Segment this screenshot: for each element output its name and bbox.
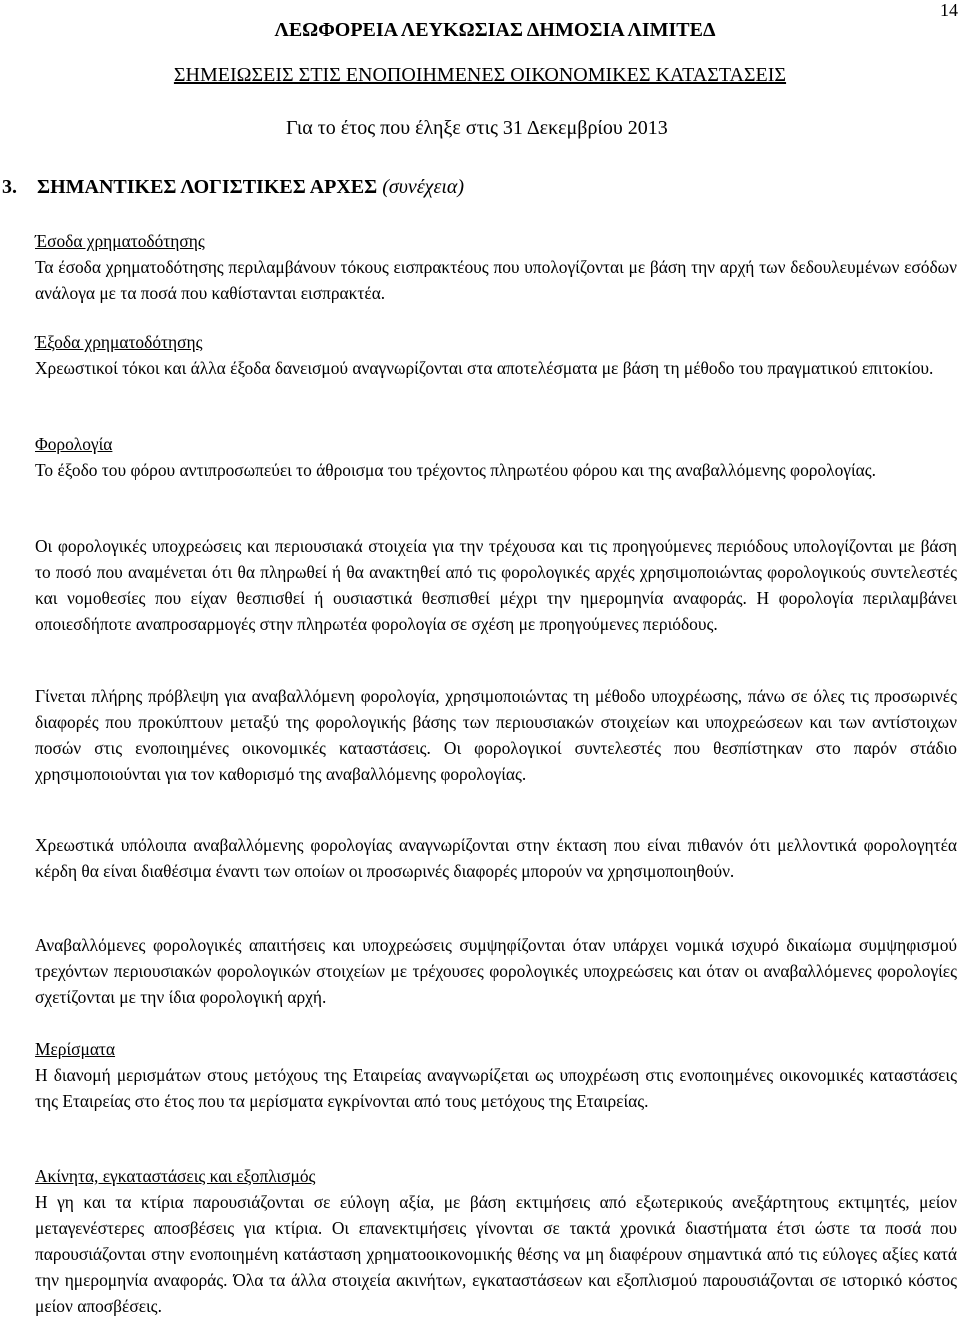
finance-income-heading: Έσοδα χρηματοδότησης [35,231,205,251]
page-number: 14 [940,0,958,20]
taxation-heading: Φορολογία [35,434,113,454]
document-header [0,18,960,140]
finance-costs-heading: Έξοδα χρηματοδότησης [35,332,203,352]
taxation-para-4: Χρεωστικά υπόλοιπα αναβαλλόμενης φορολογίας αναγνωρίζονται στην έκταση που είναι πιθανόν ότι μελλοντικά φορολογητέα κέρδη θα είναι διαθέσιμα έναντι των οποίων οι προσωρινές διαφορές μπορούν να χρησιμοποιηθούν. [35,835,957,881]
notes-title: ΣΗΜΕΙΩΣΕΙΣ ΣΤΙΣ ΕΝΟΠΟΙΗΜΕΝΕΣ ΟΙΚΟΝΟΜΙΚΕΣ ΚΑΤΑΣΤΑΣΕΙΣ [173,64,787,86]
ppe-block [35,1163,957,1319]
section-number: 3. [2,176,17,198]
finance-income-block [35,228,957,306]
finance-costs-text: Χρεωστικοί τόκοι και άλλα έξοδα δανεισμού αναγνωρίζονται στα αποτελέσματα με βάση τη μέθοδο του πραγματικού επιτοκίου. [35,358,934,378]
taxation-block [35,431,957,483]
finance-income-text: Τα έσοδα χρηματοδότησης περιλαμβάνουν τόκους εισπρακτέους που υπολογίζονται με βάση την αρχή των δεδουλευμένων εσόδων ανάλογα με τα ποσά που καθίστανται εισπρακτέα. [35,257,957,303]
taxation-para-3: Γίνεται πλήρης πρόβλεψη για αναβαλλόμενη φορολογία, χρησιμοποιώντας τη μέθοδο υποχρέωσης, πάνω σε όλες τις προσωρινές διαφορές που προκύπτουν μεταξύ της φορολογικής βάσης των περιουσιακών στοιχείων και υποχρεώσεων και των αντίστοιχων ποσών στις ενοποιημένες οικονομικές καταστάσεις. Οι φορολογικοί συντελεστές που θεσπίστηκαν στο παρόν στάδιο χρησιμοποιούνται για τον καθορισμό της αναβαλλόμενης φορολογίας. [35,686,957,784]
taxation-paragraph-4 [35,832,957,884]
ppe-text: Η γη και τα κτίρια παρουσιάζονται σε εύλογη αξία, με βάση εκτιμήσεις από εξωτερικούς ανεξάρτητους εκτιμητές, μείον μεταγενέστερες αποσβέσεις για κτίρια. Οι επανεκτιμήσεις γίνονται σε τακτά χρονικά διαστήματα έτσι ώστε τα ποσά που παρουσιάζονται στην ενοποιημένη κατάσταση χρηματοοικονομικής θέσης να μη διαφέρουν σημαντικά από τις εύλογες αξίες κατά την ημερομηνία αναφοράς. Όλα τα άλλα στοιχεία ακινήτων, εγκαταστάσεων και εξοπλισμού παρουσιάζονται σε ιστορικό κόστος μείον αποσβέσεις. [35,1192,957,1316]
taxation-text: Το έξοδο του φόρου αντιπροσωπεύει το άθροισμα του τρέχοντος πληρωτέου φόρου και της αναβαλλόμενης φορολογίας. [35,460,876,480]
taxation-para-2: Οι φορολογικές υποχρεώσεις και περιουσιακά στοιχεία για την τρέχουσα και τις προηγούμενες περιόδους υπολογίζονται με βάση το ποσό που αναμένεται ότι θα πληρωθεί ή θα ανακτηθεί από τις φορολογικές αρχές χρησιμοποιώντας φορολογικούς συντελεστές και νομοθεσίες που είχαν θεσπισθεί ή ουσιαστικά θεσπισθεί μέχρι την ημερομηνία αναφοράς. Η φορολογία περιλαμβάνει οποιεσδήποτε αναπροσαρμογές στην πληρωτέα φορολογία σε σχέση με προηγούμενες περιόδους. [35,536,957,634]
section-title: ΣΗΜΑΝΤΙΚΕΣ ΛΟΓΙΣΤΙΚΕΣ ΑΡΧΕΣ [37,176,378,198]
dividends-text: Η διανομή μερισμάτων στους μετόχους της Εταιρείας αναγνωρίζεται ως υποχρέωση στις ενοποιημένες οικονομικές καταστάσεις της Εταιρείας στο έτος που τα μερίσματα εγκρίνονται από τους μετόχους της Εταιρείας. [35,1065,957,1111]
taxation-paragraph-5 [35,932,957,1010]
company-name: ΛΕΩΦΟΡΕΙΑ ΛΕΥΚΩΣΙΑΣ ΔΗΜΟΣΙΑ ΛΙΜΙΤΕΔ [274,19,716,41]
finance-costs-block [35,329,957,381]
dividends-block [35,1036,957,1114]
taxation-paragraph-2 [35,533,957,637]
section-heading [2,175,464,199]
section-continued: (συνέχεια) [382,176,465,198]
dividends-heading: Μερίσματα [35,1039,116,1059]
ppe-heading: Ακίνητα, εγκαταστάσεις και εξοπλισμός [35,1166,316,1186]
taxation-para-5: Αναβαλλόμενες φορολογικές απαιτήσεις και υποχρεώσεις συμψηφίζονται όταν υπάρχει νομικά ισχυρό δικαίωμα συμψηφισμού τρεχόντων περιουσιακών φορολογικών στοιχείων με τρέχουσες φορολογικές υποχρεώσεις και όταν οι αναβαλλόμενες φορολογίες σχετίζονται με την ίδια φορολογική αρχή. [35,935,957,1007]
reporting-period: Για το έτος που έληξε στις 31 Δεκεμβρίου 2013 [286,117,668,139]
taxation-paragraph-3 [35,683,957,787]
